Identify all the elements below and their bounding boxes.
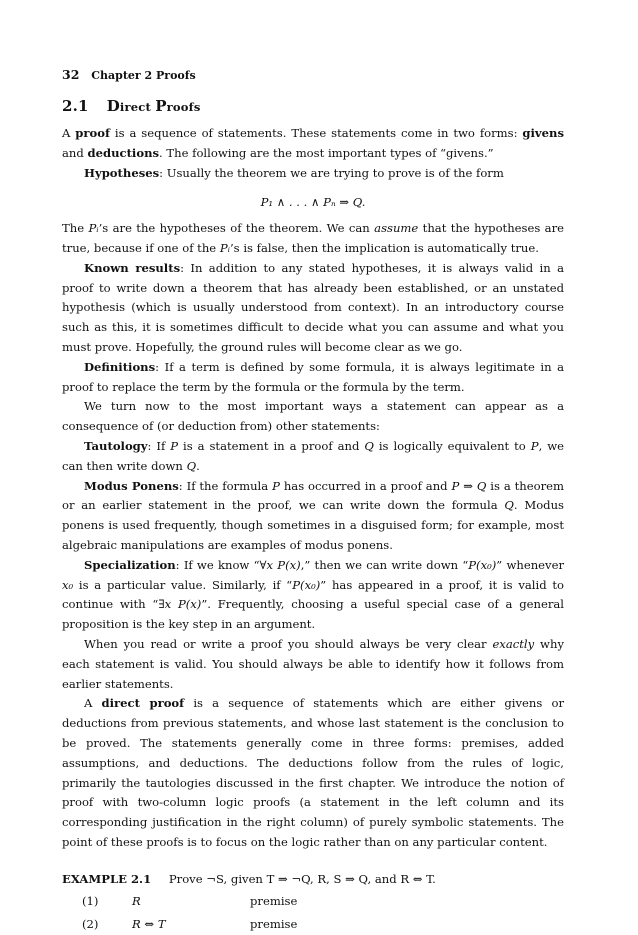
- paragraph-modus-ponens: Modus Ponens: If the formula P has occurred in a proof and P ⇒ Q is a theorem or an earlier statement in the proof, we can write down the formula Q. Modus ponens is used frequently, though sometimes in a disguised form; for example, most algebraic manipulations are examples of modus ponens.: [62, 478, 565, 552]
- proof-step-statement: R: [132, 894, 141, 909]
- section-number: 2.1: [62, 97, 89, 115]
- section-heading: 2.1 Direct Proofs: [62, 97, 201, 115]
- paragraph-direct-proof: A direct proof is a sequence of statements which are either givens or deductions from previous statements, and whose last statement is the conclusion to be proved. The statements generally come in three forms: premises, added assumptions, and deductions. The deductions follow from the rules of logic, primarily the tautologies discussed in the first chapter. We introduce the notion of proof with two-column logic proofs (a statement in the left column and its corresponding justification in the right column) of purely symbolic statements. The point of these proofs is to focus on the logic rather than on any particular content.: [62, 696, 564, 849]
- running-header: [62, 67, 196, 82]
- paragraph-intro: A proof is a sequence of statements. These statements come in two forms: givens and deductions. The following are the most important types of “givens.”: [62, 126, 564, 160]
- paragraph-known-results: Known results: In addition to any stated hypotheses, it is always valid in a proof to write down a theorem that has already been established, or an unstated hypothesis (which is usually understood from context). In an introductory course such as this, it is sometimes difficult to decide what you can assume and what you must prove. Hopefully, the ground rules will become clear as we go.: [62, 260, 565, 354]
- proof-step-reason: premise: [250, 894, 298, 909]
- paragraph-tautology: Tautology: If P is a statement in a proof and Q is logically equivalent to P, we can then write down Q.: [62, 438, 564, 473]
- paragraph-hypotheses: Hypotheses: Usually the theorem we are trying to prove is of the form: [84, 165, 504, 180]
- display-formula: P₁ ∧ . . . ∧ Pₙ ⇒ Q.: [260, 195, 366, 210]
- proof-step-reason: premise: [250, 917, 298, 932]
- proof-row: [62, 892, 564, 912]
- proof-step-number: (1): [82, 894, 99, 909]
- proof-row: [62, 915, 564, 935]
- paragraph-exactly: When you read or write a proof you should always be very clear exactly why each statement is valid. You should always be able to identify how it follows from earlier statements.: [62, 636, 564, 691]
- example-label: EXAMPLE 2.1: [62, 871, 152, 886]
- paragraph-specialization: Specialization: If we know “∀x P(x),” then we can write down “P(x₀)” whenever x₀ is a particular value. Similarly, if “P(x₀)” has appeared in a proof, it is valid to continue with “∃x P(x)”. Frequently, choosing a useful special case of a general proposition is the key step in an argument.: [62, 557, 564, 632]
- paragraph-transition: We turn now to the most important ways a statement can appear as a consequence of (or deduction from) other statements:: [62, 399, 564, 434]
- proof-step-statement: R ⇔ T: [132, 917, 166, 932]
- page-number: 32: [62, 67, 80, 82]
- proof-step-number: (2): [82, 917, 99, 932]
- body-text: [62, 124, 564, 935]
- paragraph-definitions: Definitions: If a term is defined by some formula, it is always legitimate in a proof to replace the term by the formula or the formula by the term.: [62, 359, 564, 394]
- example-block: [62, 870, 564, 935]
- example-statement: Prove ¬S, given T ⇒ ¬Q, R, S ⇒ Q, and R ⇔ T.: [168, 871, 436, 886]
- chapter-title: Chapter 2 Proofs: [91, 69, 196, 82]
- paragraph-hypotheses-explained: The Pᵢ’s are the hypotheses of the theorem. We can assume that the hypotheses are true, because if one of the Pᵢ’s is false, then the implication is automatically true.: [62, 221, 564, 255]
- example-statement-line: [62, 870, 564, 890]
